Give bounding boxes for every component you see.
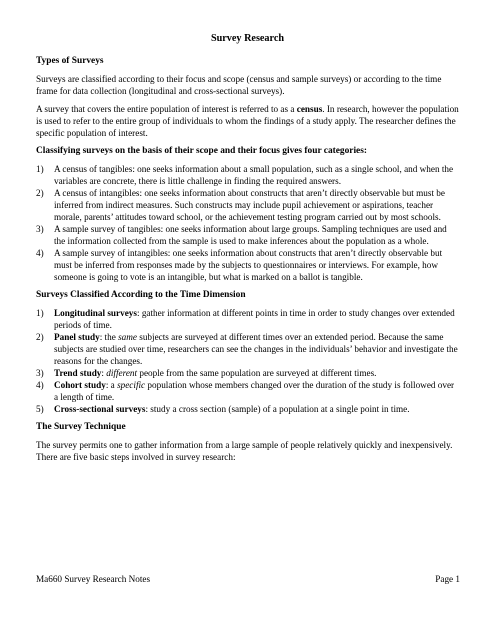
list-number: 3): [36, 368, 44, 378]
text-span: : the: [99, 332, 119, 342]
text-span: subjects are surveyed at different times over an extended period. Because the same subjects are studied over time, researchers can see the changes in the individuals’ behavior and investigate the reasons for the changes.: [54, 332, 458, 366]
types-paragraph-1: Surveys are classified according to their focus and scope (census and sample surveys) or according to the time frame for data collection (longitudinal and cross-sectional surveys).: [36, 74, 442, 96]
list-number: 2): [36, 188, 44, 198]
list-item: [36, 379, 460, 403]
list-item-text: A sample survey of tangibles: one seeks information about large groups. Sampling techniques are used and the information collected from the sample is used to make inferences about the population as a whole.: [54, 224, 447, 246]
types-heading: Types of Surveys: [36, 56, 104, 66]
list-number: 4): [36, 380, 44, 390]
technique-paragraph: The survey permits one to gather information from a large sample of people relatively quickly and inexpensively. There are five basic steps involved in survey research:: [36, 440, 453, 462]
list-number: 3): [36, 224, 44, 234]
text-span: : gather information at different points in time in order to study changes over extended periods of time.: [54, 308, 455, 330]
list-item: [36, 403, 460, 415]
term: Trend study: [54, 368, 102, 378]
technique-heading: The Survey Technique: [36, 422, 126, 432]
list-item: [36, 247, 460, 283]
text-span: people from the same population are surveyed at different times.: [137, 368, 377, 378]
time-list: [36, 307, 460, 415]
term: Cohort study: [54, 380, 106, 390]
list-number: 4): [36, 248, 44, 258]
types-paragraph-2: [36, 103, 460, 139]
emphasis: different: [106, 368, 138, 378]
time-heading: Surveys Classified According to the Time Dimension: [36, 290, 246, 300]
list-number: 2): [36, 332, 44, 342]
text-span: : study a cross section (sample) of a population at a single point in time.: [145, 404, 410, 414]
page-footer: [36, 574, 460, 584]
census-term: census: [296, 104, 323, 114]
term: Longitudinal surveys: [54, 308, 137, 318]
text-span: A survey that covers the entire population of interest is referred to as a: [36, 104, 297, 114]
classify-heading: Classifying surveys on the basis of their scope and their focus gives four categories:: [36, 146, 367, 156]
list-number: 5): [36, 404, 44, 414]
document-body: [36, 55, 460, 469]
text-span: :: [101, 368, 107, 378]
text-span: : a: [105, 380, 118, 390]
list-item: [36, 187, 460, 223]
list-item: [36, 307, 460, 331]
list-item: [36, 331, 460, 367]
list-item: [36, 367, 460, 379]
term: Panel study: [54, 332, 100, 342]
term: Cross-sectional surveys: [54, 404, 146, 414]
text-span: . In research, however the population is used to refer to the entire group of individuals to whom the findings of a study apply. The researcher defines the specific population of interest.: [36, 104, 459, 138]
page-number: Page 1: [435, 574, 460, 584]
footer-left: Ma660 Survey Research Notes: [36, 574, 151, 584]
list-item-text: A census of tangibles: one seeks information about a small population, such as a single school, and when the variables are concrete, there is little challenge in finding the required answers.: [54, 164, 454, 186]
list-item: [36, 223, 460, 247]
emphasis: specific: [117, 380, 146, 390]
list-item-text: A sample survey of intangibles: one seeks information about constructs that aren’t directly observable but must be inferred from responses made by the subjects to questionnaires or interviews. For example, how someone is going to vote is an intangible, but what is marked on a ballot is tangible.: [54, 248, 443, 282]
text-span: population whose members changed over the duration of the study is followed over a length of time.: [54, 380, 455, 402]
list-item: [36, 163, 460, 187]
emphasis: same: [118, 332, 137, 342]
list-item-text: A census of intangibles: one seeks information about constructs that aren’t directly observable but must be inferred from indirect measures. Such constructs may include pupil achievement or aspirations, teacher morale, parents’ attitudes toward school, or the achievement testing program carried out by most schools.: [54, 188, 445, 222]
list-number: 1): [36, 164, 44, 174]
page-title: Survey Research: [210, 33, 285, 44]
list-number: 1): [36, 308, 44, 318]
classify-list: [36, 163, 460, 283]
